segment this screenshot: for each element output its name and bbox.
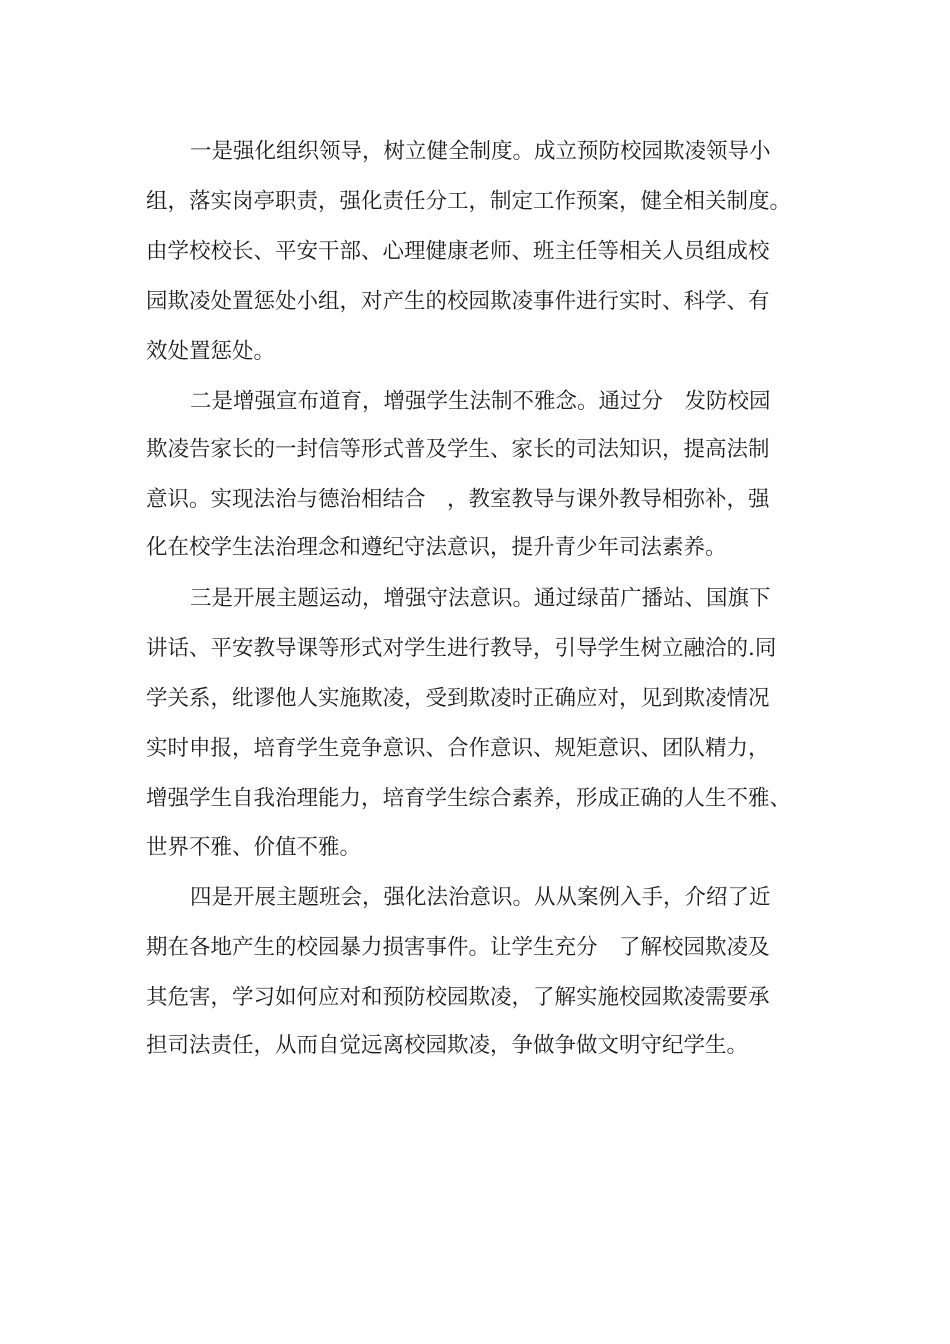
paragraph-line: 由学校校长、平安干部、心理健康老师、班主任等相关人员组成校	[146, 239, 770, 264]
paragraph-line: 世界不雅、价值不雅。	[146, 835, 362, 860]
paragraph-line: 担司法责任，从而自觉远离校园欺凌，争做争做文明守纪学生。	[146, 1033, 749, 1058]
paragraph-line: 讲话、平安教导课等形式对学生进行教导，引导学生树立融洽的.同	[146, 636, 777, 661]
paragraph-line: 园欺凌处置惩处小组，对产生的校园欺凌事件进行实时、科学、有	[146, 289, 770, 314]
paragraph-line: 学关系，纰谬他人实施欺凌，受到欺凌时正确应对，见到欺凌情况	[146, 686, 770, 711]
paragraph-line: 组，落实岗亭职责，强化责任分工，制定工作预案，健全相关制度。	[146, 189, 792, 214]
paragraph-line: 效处置惩处。	[146, 339, 276, 364]
paragraph-line: 意识。实现法治与德治相结合 ，教室教导与课外教导相弥补，强	[146, 487, 770, 512]
paragraph-line: 实时申报，培育学生竞争意识、合作意识、规矩意识、团队精力，	[146, 736, 770, 761]
paragraph-line: 四是开展主题班会，强化法治意识。从从案例入手，介绍了近	[190, 885, 771, 910]
paragraph-line: 期在各地产生的校园暴力损害事件。让学生充分 了解校园欺凌及	[146, 935, 770, 960]
paragraph-line: 增强学生自我治理能力，培育学生综合素养，形成正确的人生不雅、	[146, 786, 792, 811]
paragraph-line: 三是开展主题运动，增强守法意识。通过绿苗广播站、国旗下	[190, 586, 771, 611]
paragraph-line: 欺凌告家长的一封信等形式普及学生、家长的司法知识，提高法制	[146, 437, 770, 462]
paragraph-line: 其危害，学习如何应对和预防校园欺凌，了解实施校园欺凌需要承	[146, 985, 770, 1010]
paragraph-line: 化在校学生法治理念和遵纪守法意识，提升青少年司法素养。	[146, 535, 727, 560]
paragraph-line: 二是增强宣布道育，增强学生法制不雅念。通过分 发防校园	[190, 389, 771, 414]
paragraph-line: 一是强化组织领导，树立健全制度。成立预防校园欺凌领导小	[190, 139, 771, 164]
